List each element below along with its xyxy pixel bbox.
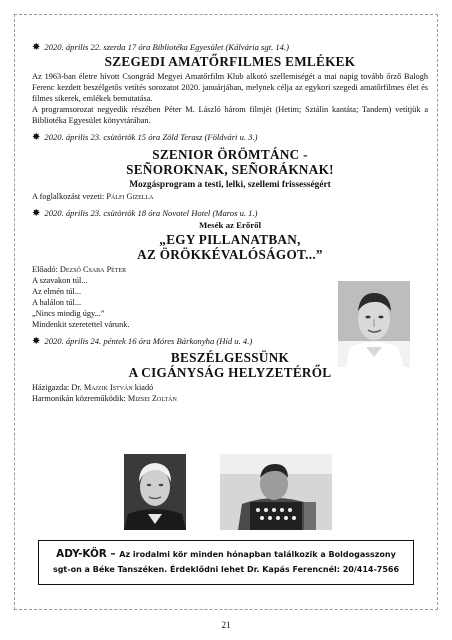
program-line: A szavakon túl... <box>32 276 88 285</box>
event-musician: Harmonikán közreműködik: Mizsei Zoltán <box>32 394 177 403</box>
program-line: Mindenkit szeretettel várunk. <box>32 320 130 329</box>
program-line: A halálon túl... <box>32 298 82 307</box>
ady-kor-notice-box <box>38 540 414 585</box>
star-bullet-icon: ✸ <box>32 336 41 347</box>
star-bullet-icon: ✸ <box>32 42 41 53</box>
event-pre-title: Mesék az Erőről <box>198 220 262 230</box>
notice-brand: ADY-KÖR – <box>56 548 120 560</box>
event-description: A programsorozat negyedik részében Péter M. László három filmjét (Hetim; Sztálin kantáta; Tandem) vetítjük a Bibliotéka Egyesület könyvtárában. <box>32 105 428 125</box>
event-senior-dance <box>32 132 428 202</box>
event-date: ✸ 2020. április 23. csütörtök 15 óra Zöld Terasz (Földvári u. 3.) <box>32 132 258 143</box>
event-title: „EGY PILLANATBAN, AZ ÖRÖKKÉVALÓSÁGOT...” <box>137 232 323 262</box>
notice-line: Az irodalmi kör minden hónapban találkozik a Boldogasszony <box>119 550 396 559</box>
event-title: BESZÉLGESSÜNK A CIGÁNYSÁG HELYZETÉRŐL <box>128 350 332 380</box>
event-date: ✸ 2020. április 23. csütörtök 18 óra Novotel Hotel (Maros u. 1.) <box>32 208 258 219</box>
event-title: SZENIOR ÖRÖMTÁNC - SEÑOROKNAK, SEÑORÁKNAK! <box>126 147 334 177</box>
performer-portrait-photo <box>338 281 410 367</box>
event-date: ✸ 2020. április 22. szerda 17 óra Bibliotéka Egyesület (Kálvária sgt. 14.) <box>32 42 289 53</box>
event-description: Az 1963-ban életre hívott Csongrád Megyei Amatőrfilm Klub alkotó szellemiségét a mai napig tovább őrző Balogh Ferenc kezdett beszélgetős vetítés sorozatot 2020. januárjában, melynek célja az egykori szegedi amatőrfilmes élet és filmes sikerek, emlékek bemutatása. <box>32 72 428 103</box>
notice-line: sgt-on a Béke Tanszéken. Érdeklődni lehet Dr. Kapás Ferencnél: 20/414-7566 <box>52 565 400 574</box>
event-date: ✸ 2020. április 24. péntek 16 óra Móres Bárkonyha (Híd u. 4.) <box>32 336 253 347</box>
star-bullet-icon: ✸ <box>32 132 41 143</box>
event-organizer: A foglalkozást vezeti: Pálfi Gizella <box>32 192 154 201</box>
program-line: Az elmén túl... <box>32 287 82 296</box>
event-performer: Előadó: Dezső Csaba Péter <box>32 265 127 274</box>
program-line: „Nincs mindig úgy...” <box>32 309 105 318</box>
event-amateur-film <box>32 42 428 126</box>
event-title: SZEGEDI AMATŐRFILMES EMLÉKEK <box>104 54 356 69</box>
host-portrait-photo <box>124 454 186 530</box>
event-host: Házigazda: Dr. Majzik István kiadó <box>32 383 154 392</box>
page-number: 21 <box>221 620 231 630</box>
event-subtitle: Mozgásprogram a testi, lelki, szellemi frissességért <box>129 180 331 190</box>
musician-accordion-photo <box>220 454 332 530</box>
star-bullet-icon: ✸ <box>32 208 41 219</box>
